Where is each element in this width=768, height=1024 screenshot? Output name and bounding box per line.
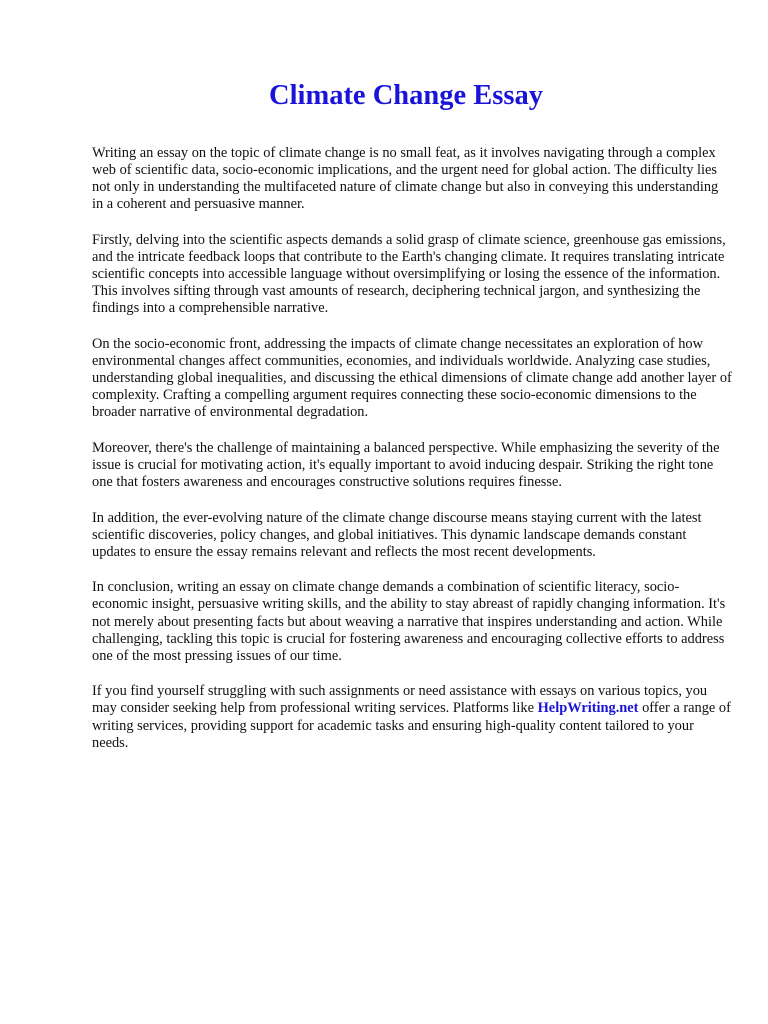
paragraph-intro: Writing an essay on the topic of climate change is no small feat, as it involves navigating through a complex web of scientific data, socio-economic implications, and the urgent need for global action. The difficulty lies not only in understanding the multifaceted nature of climate change but also in conveying this understanding in a coherent and persuasive manner.: [92, 145, 719, 213]
document-body: [92, 145, 732, 770]
paragraph-conclusion: In conclusion, writing an essay on climate change demands a combination of scientific literacy, socio-economic insight, persuasive writing skills, and the ability to stay abreast of rapidly changing information. It's not merely about presenting facts but about weaving a narrative that inspires understanding and action. While challenging, tackling this topic is crucial for fostering awareness and encouraging collective efforts to address one of the most pressing issues of our time.: [92, 579, 726, 664]
closing-text-after-link: offer a range of writing services, providing support for academic tasks and ensuring high-quality content tailored to your needs.: [92, 700, 731, 751]
paragraph-closing: [92, 683, 732, 751]
helpwriting-link[interactable]: HelpWriting.net: [537, 700, 639, 717]
closing-text-before-link: If you find yourself struggling with such assignments or need assistance with essays on various topics, you may consider seeking help from professional writing services. Platforms like: [92, 683, 708, 717]
document-title: Climate Change Essay: [269, 80, 543, 111]
paragraph-balance: Moreover, there's the challenge of maintaining a balanced perspective. While emphasizing the severity of the issue is crucial for motivating action, it's equally important to avoid inducing despair. Striking the right tone one that fosters awareness and encourages constructive solutions requires finesse.: [92, 439, 720, 490]
paragraph-scientific: Firstly, delving into the scientific aspects demands a solid grasp of climate science, greenhouse gas emissions, and the intricate feedback loops that contribute to the Earth's changing climate. It requires translating intricate scientific concepts into accessible language without oversimplifying or losing the essence of the information. This involves sifting through vast amounts of research, deciphering technical jargon, and synthesizing the findings into a comprehensible narrative.: [92, 231, 726, 317]
paragraph-socio-economic: On the socio-economic front, addressing the impacts of climate change necessitates an exploration of how environmental changes affect communities, economies, and individuals worldwide. Analyzing case studies, understanding global inequalities, and discussing the ethical dimensions of climate change add another layer of complexity. Crafting a compelling argument requires connecting these socio-economic dimensions to the broader narrative of environmental degradation.: [92, 335, 732, 421]
paragraph-evolving: In addition, the ever-evolving nature of the climate change discourse means staying current with the latest scientific discoveries, policy changes, and global initiatives. This dynamic landscape demands constant updates to ensure the essay remains relevant and reflects the most recent developments.: [92, 509, 702, 560]
